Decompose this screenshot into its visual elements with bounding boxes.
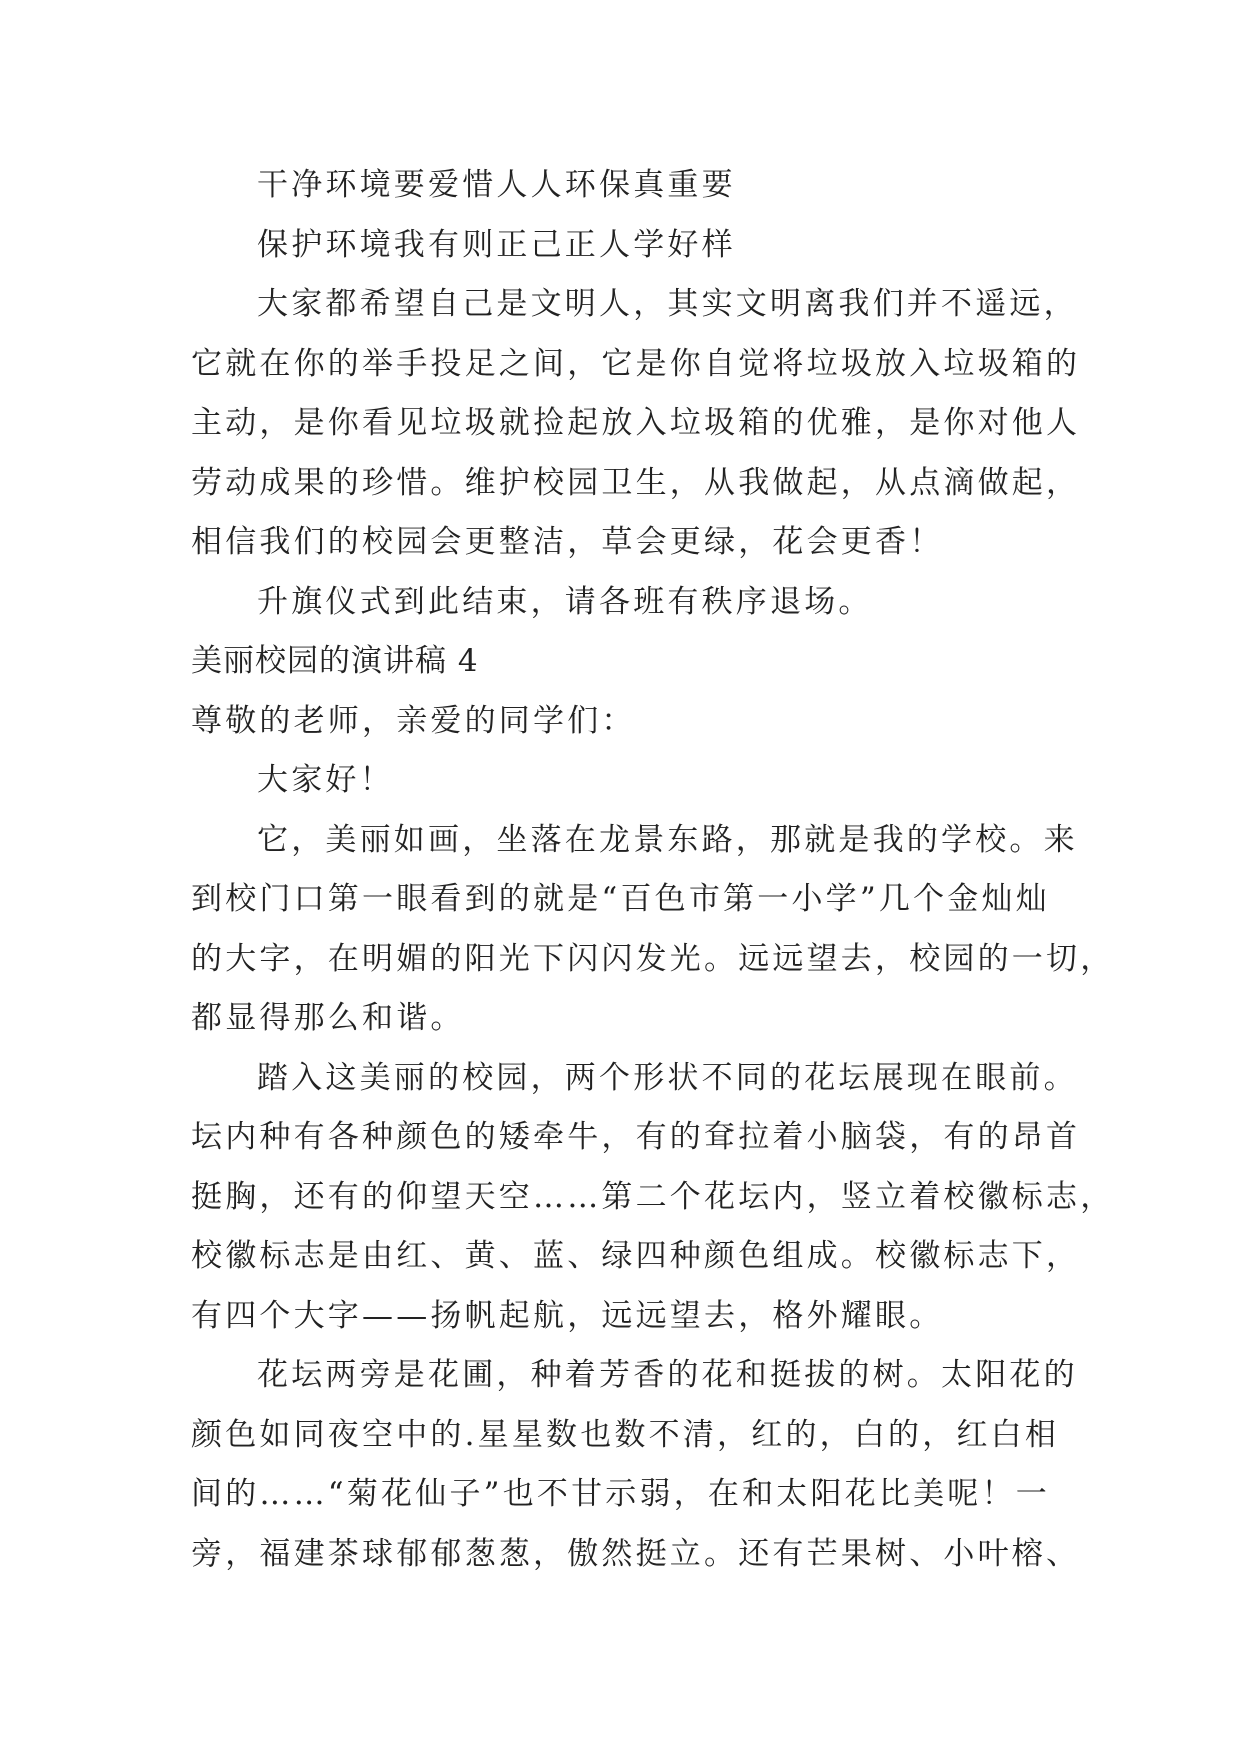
text-line: 校徽标志是由红、黄、蓝、绿四种颜色组成。校徽标志下， (191, 1238, 1081, 1274)
text-line: 挺胸，还有的仰望天空……第二个花坛内，竖立着校徽标志， (191, 1178, 1115, 1215)
text-line: 保护环境我有则正己正人学好样 (257, 226, 736, 263)
paragraph-start: 花坛两旁是花圃，种着芳香的花和挺拔的树。太阳花的 (257, 1357, 1078, 1393)
text-line: 都显得那么和谐。 (191, 1000, 465, 1036)
section-heading: 美丽校园的演讲稿 4 (191, 643, 479, 679)
text-line: 有四个大字——扬帆起航，远远望去，格外耀眼。 (191, 1297, 944, 1334)
text-line: 坛内种有各种颜色的矮牵牛，有的耷拉着小脑袋，有的昂首 (191, 1119, 1081, 1155)
paragraph-start: 大家都希望自己是文明人，其实文明离我们并不遥远， (257, 286, 1078, 322)
text-line: 劳动成果的珍惜。维护校园卫生，从我做起，从点滴做起， (191, 464, 1081, 501)
paragraph-start: 踏入这美丽的校园，两个形状不同的花坛展现在眼前。 (257, 1059, 1078, 1096)
paragraph-start: 升旗仪式到此结束，请各班有秩序退场。 (257, 583, 873, 620)
text-line: 的大字，在明媚的阳光下闪闪发光。远远望去，校园的一切， (191, 940, 1115, 977)
text-line: 相信我们的校园会更整洁，草会更绿，花会更香！ (191, 524, 944, 560)
paragraph-start: 它，美丽如画，坐落在龙景东路，那就是我的学校。来 (257, 821, 1078, 858)
salutation: 尊敬的老师，亲爱的同学们： (191, 702, 636, 739)
text-line: 干净环境要爱惜人人环保真重要 (257, 167, 736, 203)
text-line: 旁，福建茶球郁郁葱葱，傲然挺立。还有芒果树、小叶榕、 (191, 1535, 1081, 1572)
text-line: 它就在你的举手投足之间，它是你自觉将垃圾放入垃圾箱的 (191, 345, 1081, 382)
text-line: 颜色如同夜空中的.星星数也数不清，红的，白的，红白相 (191, 1416, 1060, 1453)
greeting: 大家好！ (257, 762, 394, 798)
text-line: 间的……“菊花仙子”也不甘示弱，在和太阳花比美呢！一 (191, 1476, 1050, 1512)
text-line: 主动，是你看见垃圾就捡起放入垃圾箱的优雅，是你对他人 (191, 405, 1081, 441)
text-line: 到校门口第一眼看到的就是“百色市第一小学”几个金灿灿 (191, 881, 1050, 917)
document-body (191, 156, 1115, 1584)
